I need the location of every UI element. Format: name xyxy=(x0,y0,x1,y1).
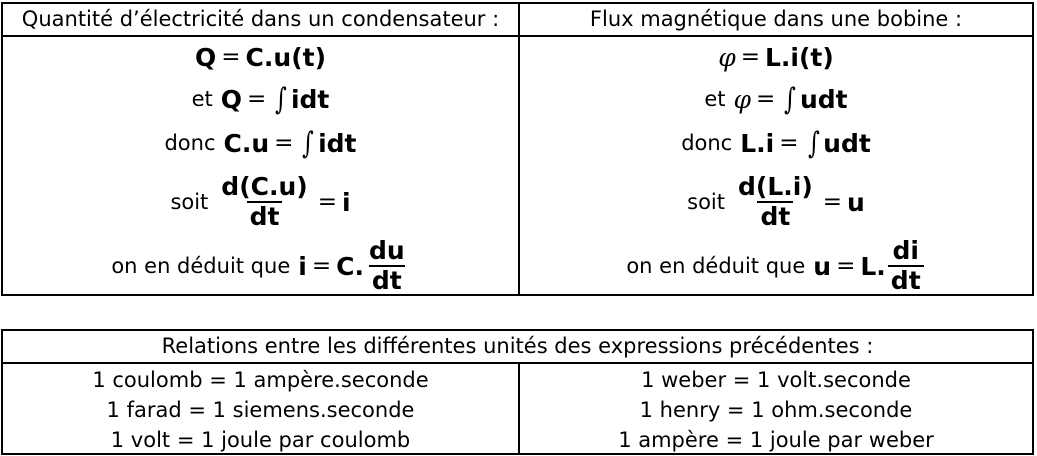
capacitor-row-4 xyxy=(3,172,518,232)
fraction-numerator: d(L.i) xyxy=(738,172,813,201)
equals-sign: = xyxy=(740,44,760,70)
fraction-numerator: di xyxy=(892,236,919,265)
equals-sign: = xyxy=(779,130,799,156)
equals-sign: = xyxy=(274,130,294,156)
formula-term: φ xyxy=(733,84,752,114)
prefix-text: et xyxy=(704,87,726,111)
capacitor-row-1 xyxy=(3,40,518,74)
inductor-header: Flux magnétique dans une bobine : xyxy=(520,4,1032,37)
fraction-denominator: dt xyxy=(247,201,283,231)
equals-sign: = xyxy=(756,86,776,112)
formula-term: idt xyxy=(290,84,330,114)
prefix-text: on en déduit que xyxy=(111,254,291,278)
equals-sign: = xyxy=(247,86,267,112)
formula-term: C.u xyxy=(223,128,270,158)
prefix-text: donc xyxy=(681,131,733,155)
unit-relation: 1 volt = 1 joule par coulomb xyxy=(110,428,411,452)
equals-sign: = xyxy=(317,189,337,215)
unit-relation: 1 coulomb = 1 ampère.seconde xyxy=(92,368,429,392)
fraction xyxy=(888,237,924,295)
units-left-column xyxy=(3,364,518,453)
equals-sign: = xyxy=(311,253,332,279)
prefix-text: donc xyxy=(164,131,216,155)
unit-relation: 1 farad = 1 siemens.seconde xyxy=(106,398,415,422)
inductor-column xyxy=(520,4,1032,294)
capacitor-row-2 xyxy=(3,82,518,116)
integral-sign: ∫ xyxy=(302,125,315,161)
formula-term: udt xyxy=(823,128,871,158)
formula-term: C. xyxy=(336,251,364,281)
formula-term: i xyxy=(341,187,351,217)
integral-sign: ∫ xyxy=(784,81,797,117)
inductor-row-1 xyxy=(520,40,1032,74)
units-table xyxy=(1,329,1034,455)
units-right-column xyxy=(520,364,1032,453)
unit-relation: 1 weber = 1 volt.seconde xyxy=(641,368,911,392)
capacitor-row-3 xyxy=(3,126,518,160)
fraction xyxy=(735,173,816,231)
prefix-text: soit xyxy=(687,190,725,214)
formula-term: L.i(t) xyxy=(764,42,834,72)
formula-term: Q xyxy=(220,84,243,114)
formula-term: idt xyxy=(318,128,357,158)
unit-relation: 1 henry = 1 ohm.seconde xyxy=(639,398,913,422)
formula-term: L.i xyxy=(740,128,775,158)
fraction-denominator: dt xyxy=(757,201,793,231)
fraction-denominator: dt xyxy=(369,265,405,295)
fraction-denominator: dt xyxy=(888,265,924,295)
prefix-text: soit xyxy=(170,190,209,214)
formula-term: L. xyxy=(860,251,886,281)
units-header: Relations entre les différentes unités des expressions précédentes : xyxy=(3,331,1032,364)
fraction-numerator: du xyxy=(368,236,405,265)
prefix-text: on en déduit que xyxy=(626,254,806,278)
fraction xyxy=(218,173,310,231)
formula-term: i xyxy=(298,251,307,281)
inductor-row-2 xyxy=(520,82,1032,116)
integral-sign: ∫ xyxy=(807,125,820,161)
fraction-numerator: d(C.u) xyxy=(221,172,308,201)
equals-sign: = xyxy=(836,253,856,279)
formula-term: Q xyxy=(195,42,217,72)
inductor-row-3 xyxy=(520,126,1032,160)
formula-term: u xyxy=(847,187,865,217)
inductor-row-4 xyxy=(520,172,1032,232)
equals-sign: = xyxy=(822,189,843,215)
inductor-row-5 xyxy=(520,236,1032,296)
formula-term: u xyxy=(813,251,832,281)
unit-relation: 1 ampère = 1 joule par weber xyxy=(618,428,934,452)
capacitor-row-5 xyxy=(3,236,518,296)
capacitor-column xyxy=(3,4,518,294)
fraction xyxy=(366,237,408,295)
prefix-text: et xyxy=(191,87,213,111)
equals-sign: = xyxy=(221,44,241,70)
formula-term: φ xyxy=(718,42,736,72)
formulas-table xyxy=(1,2,1034,296)
formula-term: udt xyxy=(799,84,848,114)
formula-term: C.u(t) xyxy=(245,42,326,72)
integral-sign: ∫ xyxy=(275,81,287,117)
capacitor-header: Quantité d’électricité dans un condensateur : xyxy=(3,4,518,37)
